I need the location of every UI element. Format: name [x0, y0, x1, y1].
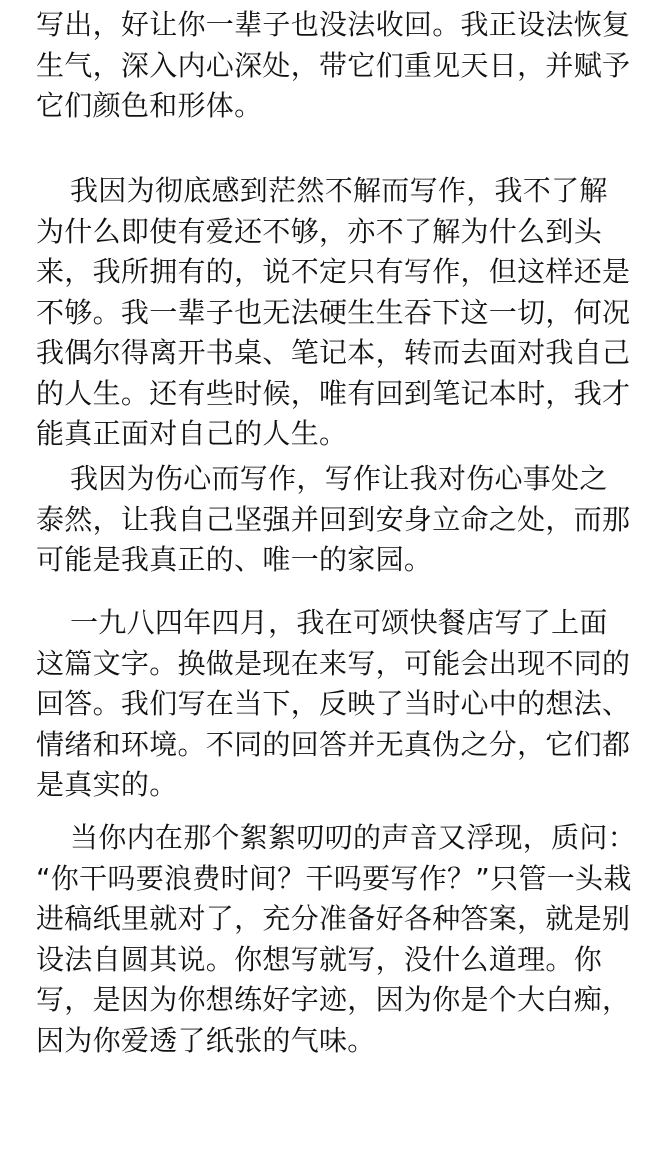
paragraph-line: 泰然，让我自己坚强并回到安身立命之处，而那 — [36, 502, 631, 536]
paragraph-line: 写出，好让你一辈子也没法收回。我正设法恢复 — [36, 8, 631, 41]
paragraph-line: 进稿纸里就对了，充分准备好各种答案，就是别 — [36, 902, 631, 935]
paragraph-2 — [36, 171, 630, 455]
paragraph-line: 可能是我真正的、唯一的家园。 — [36, 543, 433, 576]
paragraph-3 — [36, 459, 630, 581]
paragraph-line: 这篇文字。换做是现在来写，可能会出现不同的 — [36, 646, 631, 680]
paragraph-line: 我因为彻底感到茫然不解而写作，我不了解 — [70, 174, 608, 207]
paragraph-line: 能真正面对自己的人生。 — [36, 417, 348, 450]
paragraph-line: 情绪和环境。不同的回答并无真伪之分，它们都 — [36, 727, 631, 761]
paragraph-line: 我偶尔得离开书桌、笔记本，转而去面对我自己 — [36, 336, 631, 369]
paragraph-line: “你干吗要浪费时间？干吗要写作？”只管一头栽 — [36, 861, 632, 895]
paragraph-line: 我因为伤心而写作，写作让我对伤心事处之 — [70, 462, 608, 495]
paragraph-line: 的人生。还有些时候，唯有回到笔记本时，我才 — [36, 376, 631, 410]
paragraph-line: 为什么即使有爱还不够，亦不了解为什么到头 — [36, 214, 603, 248]
paragraph-line: 因为你爱透了纸张的气味。 — [36, 1023, 376, 1057]
paragraph-4 — [36, 603, 630, 806]
paragraph-line: 设法自圆其说。你想写就写，没什么道理。你 — [36, 942, 603, 976]
paragraph-line: 一九八四年四月，我在可颂快餐店写了上面 — [70, 606, 608, 639]
paragraph-line: 是真实的。 — [36, 768, 178, 801]
paragraph-1 — [36, 5, 630, 127]
paragraph-line: 回答。我们写在当下，反映了当时心中的想法、 — [36, 687, 631, 720]
paragraph-line: 写，是因为你想练好字迹，因为你是个大白痴， — [36, 983, 631, 1016]
paragraph-line: 来，我所拥有的，说不定只有写作，但这样还是 — [36, 255, 631, 288]
paragraph-line: 它们颜色和形体。 — [36, 89, 263, 122]
paragraph-line: 生气，深入内心深处，带它们重见天日，并赋予 — [36, 48, 631, 82]
paragraph-line: 当你内在那个絮絮叨叨的声音又浮现，质问： — [70, 821, 637, 854]
paragraph-line: 不够。我一辈子也无法硬生生吞下这一切，何况 — [36, 295, 631, 329]
paragraph-5 — [36, 818, 636, 1061]
